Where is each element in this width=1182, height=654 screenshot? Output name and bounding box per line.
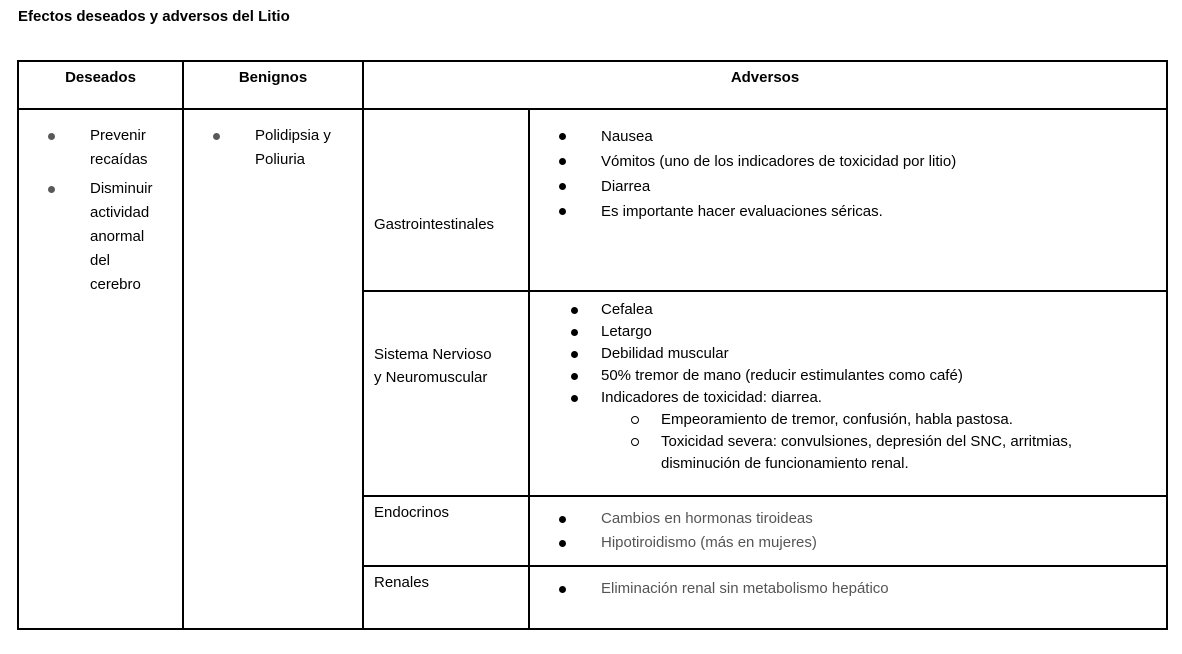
list-item: [530, 124, 1166, 149]
category-gastrointestinales: [364, 110, 530, 292]
category-label: Renales: [374, 574, 430, 591]
list-item-text: Debilidad muscular: [601, 345, 729, 362]
list-item: [530, 387, 1166, 409]
bullet-icon: [48, 133, 55, 140]
effects-table: [17, 60, 1168, 630]
list-item: [530, 343, 1166, 365]
bullet-icon: [571, 329, 578, 336]
category-endocrinos: [364, 497, 530, 567]
bullet-icon: [559, 133, 566, 140]
list-item: [530, 149, 1166, 174]
hollow-bullet-icon: [631, 416, 639, 424]
list-item-text: Disminuir actividad anormal del cerebro: [90, 180, 153, 293]
endocrine-list: [530, 507, 1166, 555]
list-item: [530, 531, 1166, 555]
category-sistema-nervioso: [364, 292, 530, 497]
list-item: [19, 124, 182, 172]
category-label: Gastrointestinales: [374, 216, 495, 233]
sub-list-item: [530, 431, 1166, 475]
bullet-icon: [559, 208, 566, 215]
category-label: Endocrinos: [374, 504, 450, 521]
bullet-icon: [571, 373, 578, 380]
header-deseados: Deseados: [19, 62, 184, 110]
list-item: [530, 299, 1166, 321]
content-sistema-nervioso: [530, 292, 1166, 497]
bullet-icon: [571, 351, 578, 358]
list-item: [530, 577, 1166, 601]
list-item: [184, 124, 362, 172]
list-item: [530, 365, 1166, 387]
bullet-icon: [571, 395, 578, 402]
bullet-icon: [559, 540, 566, 547]
bullet-icon: [559, 158, 566, 165]
bullet-icon: [559, 516, 566, 523]
hollow-bullet-icon: [631, 438, 639, 446]
list-item-text: Cefalea: [601, 301, 653, 318]
list-item: [530, 507, 1166, 531]
header-adversos: Adversos: [364, 62, 1166, 110]
sub-list-item: [530, 409, 1166, 431]
bullet-icon: [571, 307, 578, 314]
list-item-text: Diarrea: [601, 178, 651, 195]
list-item-text: Indicadores de toxicidad: diarrea.: [601, 389, 822, 406]
list-item-text: Cambios en hormonas tiroideas: [601, 510, 813, 527]
list-item: [19, 177, 182, 297]
renal-list: [530, 577, 1166, 601]
header-benignos: Benignos: [184, 62, 364, 110]
list-item: [530, 174, 1166, 199]
deseados-list: [19, 124, 182, 297]
bullet-icon: [559, 183, 566, 190]
benignos-list: [184, 124, 362, 172]
list-item-text: Letargo: [601, 323, 652, 340]
category-renales: [364, 567, 530, 628]
list-item-text: Polidipsia y Poliuria: [255, 127, 331, 168]
sub-list-item-text: Toxicidad severa: convulsiones, depresión del SNC, arritmias, disminución de funcionamiento renal.: [661, 433, 1073, 472]
benignos-cell: [184, 110, 364, 628]
list-item: [530, 321, 1166, 343]
list-item-text: Nausea: [601, 128, 653, 145]
list-item-text: Eliminación renal sin metabolismo hepático: [601, 580, 889, 597]
bullet-icon: [213, 133, 220, 140]
list-item-text: 50% tremor de mano (reducir estimulantes como café): [601, 367, 963, 384]
nervous-system-list: [530, 299, 1166, 409]
list-item: [530, 199, 1166, 224]
bullet-icon: [559, 586, 566, 593]
gastro-list: [530, 124, 1166, 224]
content-renales: [530, 567, 1166, 628]
sub-list-item-text: Empeoramiento de tremor, confusión, habla pastosa.: [661, 411, 1013, 428]
category-label: Sistema Nervioso y Neuromuscular: [374, 346, 492, 386]
deseados-cell: [19, 110, 184, 628]
content-endocrinos: [530, 497, 1166, 567]
content-gastrointestinales: [530, 110, 1166, 292]
bullet-icon: [48, 186, 55, 193]
list-item-text: Hipotiroidismo (más en mujeres): [601, 534, 817, 551]
page-title: Efectos deseados y adversos del Litio: [18, 8, 290, 25]
list-item-text: Vómitos (uno de los indicadores de toxicidad por litio): [601, 153, 957, 170]
list-item-text: Es importante hacer evaluaciones séricas.: [601, 203, 883, 220]
nervous-system-sublist: [530, 409, 1166, 475]
list-item-text: Prevenir recaídas: [90, 127, 148, 168]
